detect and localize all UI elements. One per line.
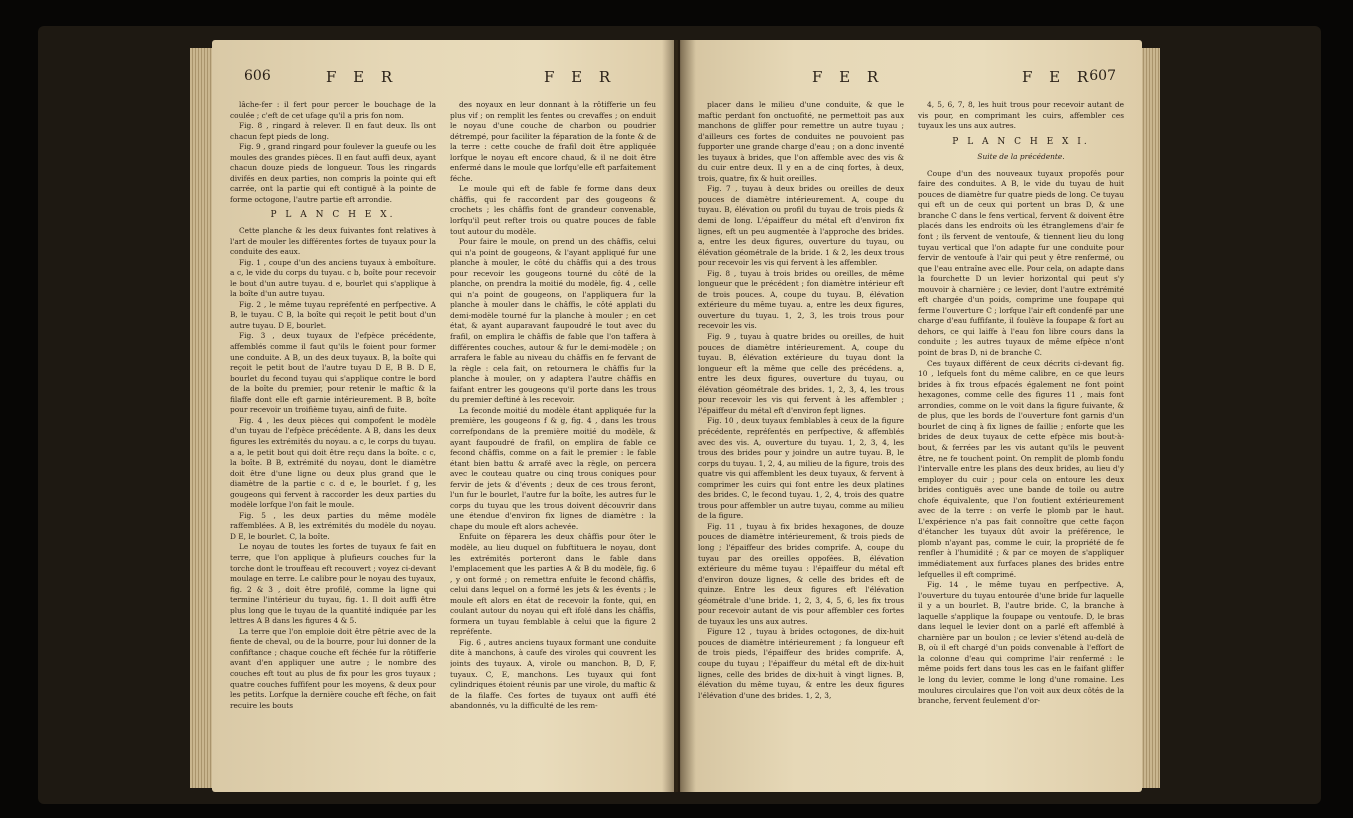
paragraph: Fig. 11 , tuyau à fix brides hexagones, de douze pouces de diamètre intérieurement, & trois pieds de long ; l'épaiffeur des brides comprife. A, coupe du tuyau par des oreilles oppofées. B, élévation extérieure du même tuyau : l'épaiffeur du métal eft d'environ douze lignes, & celle des brides eft de quinze. Entre les deux figures eft l'élévation géométrale d'une bride. 1, 2, 3, 4, 5, 6, les fix trous pour recevoir autant de vis pour affembler ces fortes de tuyaux les uns aux autres. <box>698 521 904 626</box>
paragraph: Cette planche & les deux fuivantes font relatives à l'art de mouler les différentes fortes de tuyaux pour la conduite des eaux. <box>230 226 436 257</box>
paragraph: Coupe d'un des nouveaux tuyaux propofés pour faire des conduites. A B, le vide du tuyau de huit pouces de diamètre fur quatre pieds de long. Ce tuyau qui eft un de ceux qui portent un bras D, & une branche C dans le fens vertical, fervent & doivent être placés dans les endroits où les étranglemens d'air fe font ; ils fervent de ventoufe, & tiennent lieu du long tuyau vertical que l'on adapte fur une conduite pour fervir de ventoufe à l'air qui peut y être renfermé, ou que l'eau entraîne avec elle. Pour cela, on adapte dans la fourchette D un levier horizontal qui peut s'y mouvoir à charnière ; ce levier, dont l'autre extrémité eft chargée d'un poids, comprime une foupape qui ferme l'ouverture C ; lorfque l'air eft condenfé par une charge d'eau fuffifante, il foulève la foupape & fort au dehors, ce qui laiffe à l'eau fon libre cours dans la conduite ; les autres tuyaux de même efpèce n'ont point de bras D, ni de branche C. <box>918 168 1124 358</box>
paragraph: Fig. 9 , grand ringard pour foulever la gueufe ou les moules des grandes pièces. Il en faut auffi deux, ayant chacun douze pieds de longueur. Tous les ringards divifés en deux parties, non compris la pointe qui eft carrée, ont la partie qui eft contiguë à la pointe de forme octogone, l'autre partie eft arrondie. <box>230 142 436 204</box>
paragraph: Fig. 1 , coupe d'un des anciens tuyaux à emboîture. a c, le vide du corps du tuyau. c b, boîte pour recevoir le bout d'un autre tuyau. d e, bourlet qui s'applique à la boîte d'un autre tuyau. <box>230 257 436 299</box>
paragraph: Le noyau de toutes les fortes de tuyaux fe fait en terre, que l'on applique à plufieurs couches fur la torche dont le trouffeau eft recouvert ; voyez ci-devant moulage en terre. Le calibre pour le noyau des tuyaux, fig. 2 & 3 , doit être profilé, comme la ligne qui termine l'intérieur du tuyau, fig. 1. Il doit auffi être plus long que le tuyau de la quantité indiquée par les lettres A B dans les figures 4 & 5. <box>230 542 436 626</box>
right-page-edges <box>1140 48 1160 788</box>
right-page-header <box>702 68 1120 94</box>
paragraph: des noyaux en leur donnant à la rôtifferie un feu plus vif ; on remplit les fentes ou crevaffes ; on enduit le noyau d'une couche de charbon ou poudrier détrempé, pour faciliter la féparation de la fonte & de la terre : cette couche de frafil doit être appliquée lorfque le noyau eft encore chaud, & il ne doit être enfermé dans le moule que lorfqu'elle eft parfaitement féche. <box>450 100 656 183</box>
right-page-column-1 <box>698 100 904 774</box>
left-page-header <box>234 68 652 94</box>
paragraph: Fig. 8 , ringard à relever. Il en faut deux. Ils ont chacun fept pieds de long. <box>230 121 436 141</box>
paragraph: placer dans le milieu d'une conduite, & que le maftic perdant fon onctuofité, ne permettoit pas aux manchons de gliffer pour remettre un autre tuyau ; d'ailleurs ces fortes de conduites ne pouvoient pas fupporter une grande charge d'eau ; on a donc inventé les tuyaux à brides, que l'on affemble avec des vis & du cuir entre deux. Il y en a de cinq fortes, à deux, trois, quatre, fix & huit oreilles. <box>698 100 904 183</box>
left-page-edges <box>190 48 214 788</box>
paragraph: Fig. 4 , les deux pièces qui compofent le modèle d'un tuyau de l'efpèce précédente. A B, dans les deux figures les extrémités du noyau. a c, le corps du tuyau. a a, le petit bout qui doit être reçu dans la boîte. c c, la boîte. B B, extrémité du noyau, dont le diamètre doit être d'une ligne ou deux plus grand que le diamètre de la partie c c. d e, le bourlet. f g, les gougeons qui fervent à raccorder les deux parties du modèle lorfque l'on fait le moule. <box>230 415 436 510</box>
paragraph: La terre que l'on emploie doit être pêtrie avec de la fiente de cheval, ou de la bourre, pour lui donner de la confiftance ; chaque couche eft féchée fur la rôtifferie avant d'en appliquer une autre ; le nombre des couches eft tout au plus de fix pour les gros tuyaux ; quatre couches fuffifent pour les moyens, & deux pour les petits. Lorfque la dernière couche eft féche, on fait recuire les bouts <box>230 626 436 710</box>
paragraph: 4, 5, 6, 7, 8, les huit trous pour recevoir autant de vis pour, en comprimant les cuirs, affembler ces tuyaux les uns aux autres. <box>918 100 1124 131</box>
running-head-right: F E R <box>544 68 617 86</box>
paragraph: Fig. 8 , tuyau à trois brides ou oreilles, de même longueur que le précédent ; fon diamètre intérieur eft de trois pouces. A, coupe du tuyau. B, élévation extérieure du même tuyau. a, entre les deux figures, ouverture du tuyau. 1, 2, 3, les trois trous pour recevoir les vis. <box>698 268 904 331</box>
paragraph: Ces tuyaux différent de ceux décrits ci-devant fig. 10 , lefquels font du même calibre, en ce que leurs brides à fix trous efpacés également ne font point hexagones, comme celle des figures 11 , mais font arrondies, comme on le voit dans la figure fuivante, & de plus, que les bords de l'ouverture font garnis d'un bourlet de cinq à fix lignes de faillie ; enforte que les brides de deux tuyaux de cette efpèce mis bout-à-bout, & ferrées par les vis autant qu'ils le peuvent être, ne fe touchent point. On remplit de plomb fondu l'intervalle entre les plans des deux brides, au lieu d'y employer du cuir ; pour cela on entoure les deux brides contiguës avec une bande de toile ou autre chofe équivalente, que l'on foutient extérieurement avec de la terre : on verfe le plomb par le haut. L'expérience n'a pas fait connoître que cette façon d'étancher les tuyaux dût avoir la préférence, le plomb n'ayant pas, comme le cuir, la propriété de fe renfler à l'humidité ; & par ce moyen de s'appliquer immédiatement aux furfaces planes des brides entre lefquelles il eft comprimé. <box>918 358 1124 579</box>
page-number: 606 <box>244 68 271 84</box>
paragraph: Fig. 10 , deux tuyaux femblables à ceux de la figure précédente, repréfentés en perfpective, & affemblés avec des vis. A, ouverture du tuyau. 1, 2, 3, 4, les trous des brides pour y joindre un autre tuyau. B, le corps du tuyau. 1, 2, 4, au milieu de la figure, trois des quatre vis qui affemblent les deux tuyaux, & fervent à comprimer les cuirs qui font entre les deux platines des brides. C, le fecond tuyau. 1, 2, 4, trois des quatre trous pour affembler un autre tuyau, comme au milieu de la figure. <box>698 416 904 521</box>
plate-heading: P L A N C H E X I. <box>952 136 1090 147</box>
paragraph: lâche-fer : il fert pour percer le bouchage de la coulée ; c'eft de cet ufage qu'il a pris fon nom. <box>230 100 436 120</box>
plate-heading: P L A N C H E X. <box>270 210 396 221</box>
paragraph: Pour faire le moule, on prend un des châffis, celui qui n'a point de gougeons, & l'ayant appliqué fur une planche à mouler, le côté du châffis qui a des trous pour recevoir les gougeons tourné du côté de la planche, on prendra la moitié du modèle, fig. 4 , celle qui n'a point de gougeons, on l'appliquera fur la planche à mouler dans le châffis, le côté applati du demi-modèle tourné fur la planche à mouler ; en cet état, & ayant auparavant faupoudré le tout avec du frafil, on emplira le châffis de fable que l'on taffera à différentes couches, autour & fur le demi-modèle ; on arrafera le fable au niveau du châffis en fe fervant de la règle : cela fait, on retournera le châffis fur la planche à mouler, on y adaptera l'autre châffis en faifant entrer les gougeons qu'il porte dans les trous du premier deftiné à les recevoir. <box>450 237 656 405</box>
right-page <box>680 40 1142 792</box>
running-head-left: F E R <box>326 68 399 86</box>
paragraph: Figure 12 , tuyau à brides octogones, de dix-huit pouces de diamètre intérieurement ; fa longueur eft de trois pieds, l'épaiffeur des brides comprife. A, coupe du tuyau ; l'épaiffeur du métal eft de dix-huit lignes, celle des brides de dix-huit à vingt lignes. B, élévation du même tuyau, & entre les deux figures l'élévation d'une des brides. 1, 2, 3, <box>698 627 904 700</box>
book-gutter <box>662 40 696 792</box>
paragraph: Fig. 5 , les deux parties du même modèle raffemblées. A B, les extrémités du modèle du noyau. D E, le bourlet. C, la boîte. <box>230 510 436 541</box>
paragraph: Fig. 6 , autres anciens tuyaux formant une conduite dite à manchons, à caufe des viroles qui couvrent les joints des tuyaux. A, virole ou manchon. B, D, F, tuyaux. C, E, manchons. Les tuyaux qui font cylindriques étoient réunis par une virole, du maftic & de la filaffe. Ces fortes de tuyaux ont auffi été abandonnés, vu la difficulté de les rem- <box>450 637 656 711</box>
paragraph: La feconde moitié du modèle étant appliquée fur la première, les gougeons f & g, fig. 4 , dans les trous correfpondans de la première moitié du modèle, & ayant faupoudré de frafil, on emplira de fable ce fecond châffis, comme on a fait le premier : le fable étant bien battu & arrafé avec la règle, on percera avec le couteau quatre ou cinq trous coniques pour fervir de jets & d'évents ; deux de ces trous feront, l'un fur le bourlet, l'autre fur la boîte, les autres fur le corps du tuyau que les trous doivent découvrir dans une étendue d'environ fix lignes de diamètre : la chape du moule eft alors achevée. <box>450 405 656 531</box>
paragraph: Fig. 7 , tuyau à deux brides ou oreilles de deux pouces de diamètre intérieurement. A, coupe du tuyau. B, élévation ou profil du tuyau de trois pieds & demi de long. L'épaiffeur du métal eft d'environ fix lignes, eft un peu augmentée à l'approche des brides. a, entre les deux figures, ouverture du tuyau, ou élévation géométrale de la bride. 1 & 2, les deux trous pour recevoir les vis qui fervent à les affembler. <box>698 184 904 268</box>
left-page-column-1 <box>230 100 436 774</box>
paragraph: Fig. 9 , tuyau à quatre brides ou oreilles, de huit pouces de diamètre intérieurement. A, coupe du tuyau. B, élévation extérieure du tuyau dont la longueur eft la même que celle des précédens. a, entre les deux figures, ouverture du tuyau, ou élévation géométrale des brides. 1, 2, 3, 4, les trous pour recevoir les vis qui fervent à les affembler ; l'épaiffeur du métal eft d'environ fept lignes. <box>698 332 904 415</box>
paragraph: Fig. 3 , deux tuyaux de l'efpèce précédente, affemblés comme il faut qu'ils le foient pour former une conduite. A B, un des deux tuyaux. B, la boîte qui reçoit le petit bout de l'autre tuyau D E, B B. D E, bourlet du fecond tuyau qui s'applique contre le bord de la boîte du premier, pour retenir le maftic & la filaffe dont elle eft garnie intérieurement. B B, boîte pour recevoir un troifième tuyau, ainfi de fuite. <box>230 331 436 415</box>
left-page-column-2 <box>450 100 656 774</box>
running-head-right: F E R <box>1022 68 1095 86</box>
paragraph: Enfuite on féparera les deux châffis pour ôter le modèle, au lieu duquel on fubftituera le noyau, dont les extrémités porteront dans le fable dans l'emplacement que les parties A & B du modèle, fig. 6 , y ont formé ; on remettra enfuite le fecond châffis, celui dans lequel on a formé les jets & les évents ; le moule eft alors en état de recevoir la fonte, qui, en coulant autour du noyau qui eft ifolé dans les châffis, formera un tuyau femblable à celui que la figure 2 repréfente. <box>450 532 656 637</box>
paragraph: Fig. 2 , le même tuyau repréfenté en perfpective. A B, le tuyau. C B, la boîte qui reçoit le petit bout d'un autre tuyau. D E, bourlet. <box>230 299 436 330</box>
right-page-column-2 <box>918 100 1124 774</box>
page-number: 607 <box>1089 68 1116 84</box>
paragraph: Le moule qui eft de fable fe forme dans deux châffis, qui fe raccordent par des gougeons & crochets ; les châffis font de grandeur convenable, lorfqu'il peut refter trois ou quatre pouces de fable tout autour du modèle. <box>450 184 656 236</box>
paragraph: Fig. 14 , le même tuyau en perfpective. A, l'ouverture du tuyau entourée d'une bride fur laquelle il y a un bourlet. B, l'autre bride. C, la branche à laquelle s'applique la foupape ou ventoufe. D, le bras dans lequel le levier dont on a parlé eft affemblé à charnière par un boulon ; ce levier s'étend au-delà de B, où il eft chargé d'un poids convenable à l'effort de la colonne d'eau qui comprime l'air renfermé : le même poids fert dans tous les cas en le faifant gliffer le long du levier, comme le long d'une romaine. Les moulures circulaires que l'on voit aux deux côtés de la branche, fervent feulement d'or- <box>918 580 1124 706</box>
running-head-left: F E R <box>812 68 885 86</box>
plate-subheading: Suite de la précédente. <box>977 152 1065 162</box>
left-page <box>212 40 674 792</box>
